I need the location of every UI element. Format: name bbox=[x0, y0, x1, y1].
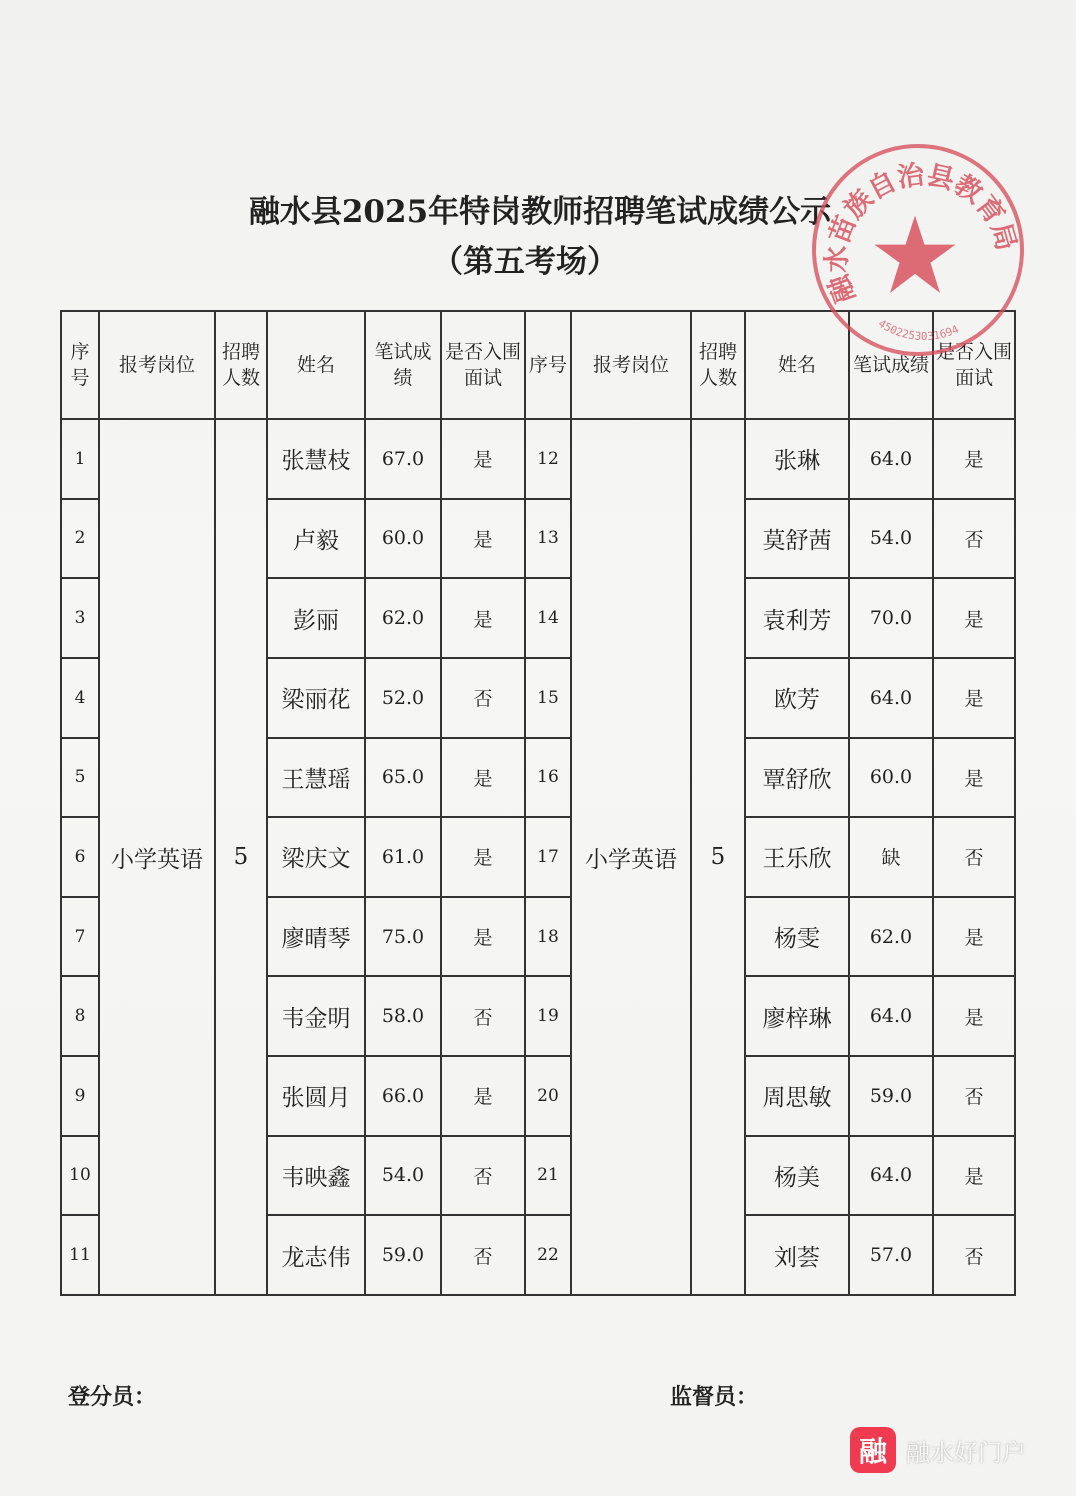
interview-cell: 否 bbox=[441, 658, 525, 738]
seq-cell: 2 bbox=[61, 499, 99, 579]
name-cell: 王慧瑶 bbox=[267, 738, 365, 818]
score-cell: 59.0 bbox=[365, 1215, 441, 1295]
score-cell: 60.0 bbox=[365, 499, 441, 579]
interview-cell: 是 bbox=[441, 897, 525, 977]
score-cell: 62.0 bbox=[365, 578, 441, 658]
interview-cell: 是 bbox=[933, 1136, 1015, 1216]
name-cell: 王乐欣 bbox=[745, 817, 849, 897]
seq-cell: 14 bbox=[525, 578, 571, 658]
stamp-text: 融水苗族自治县教育局 bbox=[821, 159, 1022, 307]
score-cell: 60.0 bbox=[849, 738, 933, 818]
table-body bbox=[61, 419, 1015, 1295]
name-cell: 张慧枝 bbox=[267, 419, 365, 499]
name-cell: 张圆月 bbox=[267, 1056, 365, 1136]
seq-cell: 11 bbox=[61, 1215, 99, 1295]
name-cell: 杨雯 bbox=[745, 897, 849, 977]
seq-cell: 21 bbox=[525, 1136, 571, 1216]
seq-cell: 1 bbox=[61, 419, 99, 499]
score-cell: 64.0 bbox=[849, 1136, 933, 1216]
score-cell: 54.0 bbox=[365, 1136, 441, 1216]
name-cell: 廖晴琴 bbox=[267, 897, 365, 977]
name-cell: 刘荟 bbox=[745, 1215, 849, 1295]
seq-cell: 15 bbox=[525, 658, 571, 738]
interview-cell: 否 bbox=[933, 499, 1015, 579]
score-cell: 52.0 bbox=[365, 658, 441, 738]
header-name: 姓名 bbox=[745, 311, 849, 419]
interview-cell: 是 bbox=[441, 817, 525, 897]
stamp-star-icon bbox=[872, 212, 958, 298]
score-cell: 67.0 bbox=[365, 419, 441, 499]
score-cell: 62.0 bbox=[849, 897, 933, 977]
watermark-text: 融水好门户 bbox=[906, 1438, 1026, 1467]
interview-cell: 否 bbox=[933, 817, 1015, 897]
interview-cell: 否 bbox=[933, 1215, 1015, 1295]
score-cell: 66.0 bbox=[365, 1056, 441, 1136]
header-count: 招聘人数 bbox=[215, 311, 267, 419]
name-cell: 周思敏 bbox=[745, 1056, 849, 1136]
header-seq: 序号 bbox=[61, 311, 99, 419]
seq-cell: 9 bbox=[61, 1056, 99, 1136]
name-cell: 韦映鑫 bbox=[267, 1136, 365, 1216]
seq-cell: 19 bbox=[525, 976, 571, 1056]
seq-cell: 16 bbox=[525, 738, 571, 818]
watermark bbox=[850, 1424, 1026, 1476]
score-table bbox=[60, 310, 1016, 1296]
stamp-code: 4502253031694 bbox=[875, 316, 961, 344]
interview-cell: 是 bbox=[441, 1056, 525, 1136]
count-cell: 5 bbox=[215, 419, 267, 1295]
position-cell: 小学英语 bbox=[99, 419, 215, 1295]
scorer-label: 登分员： bbox=[68, 1385, 157, 1410]
seq-cell: 22 bbox=[525, 1215, 571, 1295]
interview-cell: 否 bbox=[441, 1136, 525, 1216]
score-cell: 70.0 bbox=[849, 578, 933, 658]
score-cell: 64.0 bbox=[849, 419, 933, 499]
name-cell: 龙志伟 bbox=[267, 1215, 365, 1295]
header-count: 招聘人数 bbox=[691, 311, 745, 419]
supervisor-label: 监督员： bbox=[670, 1385, 759, 1410]
page-title: 融水县2025年特岗教师招聘笔试成绩公示 bbox=[248, 194, 832, 230]
name-cell: 梁庆文 bbox=[267, 817, 365, 897]
interview-cell: 是 bbox=[933, 578, 1015, 658]
interview-cell: 是 bbox=[933, 976, 1015, 1056]
score-cell: 65.0 bbox=[365, 738, 441, 818]
name-cell: 袁利芳 bbox=[745, 578, 849, 658]
score-cell: 58.0 bbox=[365, 976, 441, 1056]
seq-cell: 5 bbox=[61, 738, 99, 818]
header-position: 报考岗位 bbox=[571, 311, 691, 419]
name-cell: 卢毅 bbox=[267, 499, 365, 579]
interview-cell: 是 bbox=[933, 738, 1015, 818]
interview-cell: 否 bbox=[441, 976, 525, 1056]
name-cell: 梁丽花 bbox=[267, 658, 365, 738]
interview-cell: 是 bbox=[933, 897, 1015, 977]
score-cell: 57.0 bbox=[849, 1215, 933, 1295]
header-name: 姓名 bbox=[267, 311, 365, 419]
score-cell: 54.0 bbox=[849, 499, 933, 579]
count-cell: 5 bbox=[691, 419, 745, 1295]
seq-cell: 18 bbox=[525, 897, 571, 977]
score-cell: 75.0 bbox=[365, 897, 441, 977]
name-cell: 韦金明 bbox=[267, 976, 365, 1056]
seq-cell: 17 bbox=[525, 817, 571, 897]
name-cell: 欧芳 bbox=[745, 658, 849, 738]
seq-cell: 13 bbox=[525, 499, 571, 579]
header-interview: 是否入围面试 bbox=[933, 311, 1015, 419]
header-interview: 是否入围面试 bbox=[441, 311, 525, 419]
position-cell: 小学英语 bbox=[571, 419, 691, 1295]
interview-cell: 是 bbox=[441, 738, 525, 818]
seq-cell: 3 bbox=[61, 578, 99, 658]
name-cell: 莫舒茜 bbox=[745, 499, 849, 579]
interview-cell: 否 bbox=[441, 1215, 525, 1295]
score-cell: 缺 bbox=[849, 817, 933, 897]
header-seq: 序号 bbox=[525, 311, 571, 419]
score-cell: 61.0 bbox=[365, 817, 441, 897]
name-cell: 杨美 bbox=[745, 1136, 849, 1216]
header-score: 笔试成绩 bbox=[849, 311, 933, 419]
seq-cell: 10 bbox=[61, 1136, 99, 1216]
header-score: 笔试成绩 bbox=[365, 311, 441, 419]
interview-cell: 是 bbox=[441, 419, 525, 499]
header-position: 报考岗位 bbox=[99, 311, 215, 419]
svg-text:4502253031694 bbox=[876, 317, 961, 343]
table-row bbox=[61, 419, 1015, 499]
name-cell: 廖梓琳 bbox=[745, 976, 849, 1056]
seq-cell: 4 bbox=[61, 658, 99, 738]
name-cell: 彭丽 bbox=[267, 578, 365, 658]
name-cell: 覃舒欣 bbox=[745, 738, 849, 818]
seq-cell: 6 bbox=[61, 817, 99, 897]
seq-cell: 20 bbox=[525, 1056, 571, 1136]
score-cell: 64.0 bbox=[849, 976, 933, 1056]
seq-cell: 8 bbox=[61, 976, 99, 1056]
interview-cell: 否 bbox=[933, 1056, 1015, 1136]
watermark-logo: 融 bbox=[850, 1427, 896, 1473]
interview-cell: 是 bbox=[933, 419, 1015, 499]
seq-cell: 7 bbox=[61, 897, 99, 977]
interview-cell: 是 bbox=[441, 499, 525, 579]
score-cell: 59.0 bbox=[849, 1056, 933, 1136]
seq-cell: 12 bbox=[525, 419, 571, 499]
score-cell: 64.0 bbox=[849, 658, 933, 738]
name-cell: 张琳 bbox=[745, 419, 849, 499]
page-subtitle: （第五考场） bbox=[432, 244, 618, 280]
interview-cell: 是 bbox=[441, 578, 525, 658]
interview-cell: 是 bbox=[933, 658, 1015, 738]
